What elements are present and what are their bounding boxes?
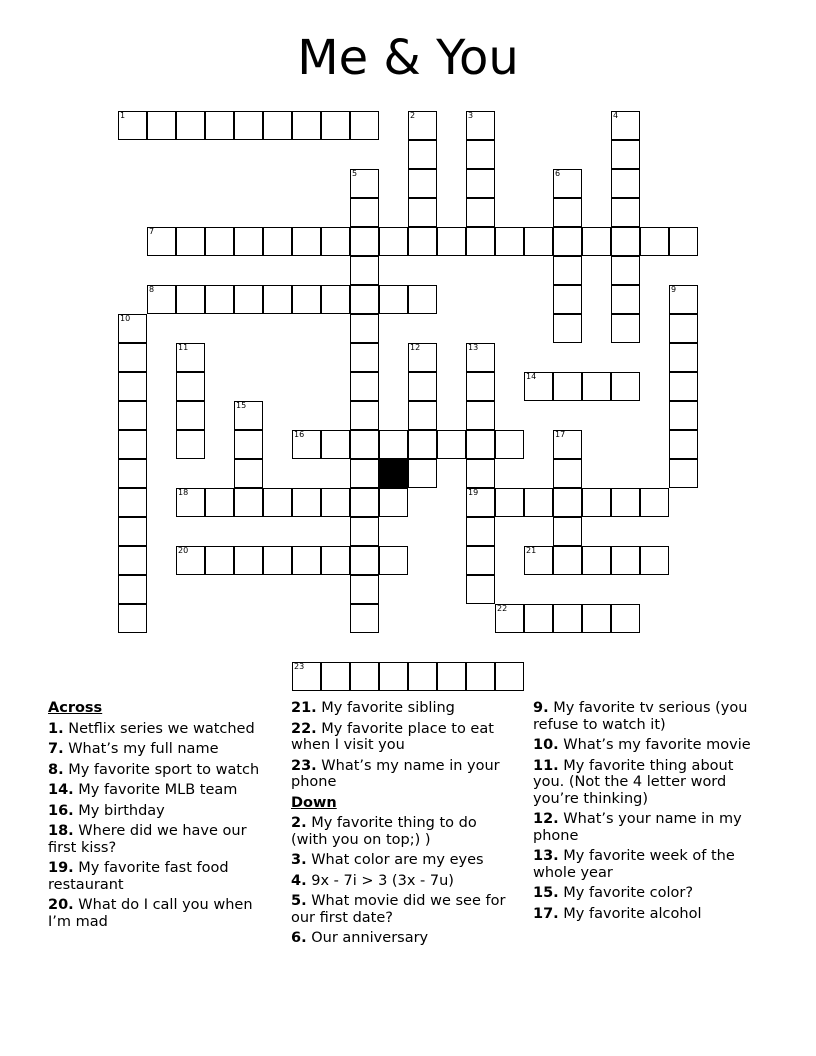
grid-cell[interactable] xyxy=(669,227,698,256)
grid-cell[interactable] xyxy=(118,314,147,343)
grid-cell[interactable] xyxy=(553,604,582,633)
grid-cell[interactable] xyxy=(234,111,263,140)
grid-cell[interactable] xyxy=(321,285,350,314)
grid-cell[interactable] xyxy=(524,546,553,575)
grid-cell[interactable] xyxy=(350,459,379,488)
grid-cell[interactable] xyxy=(292,662,321,691)
grid-cell[interactable] xyxy=(524,488,553,517)
grid-cell[interactable] xyxy=(466,198,495,227)
clue-number: 22 xyxy=(497,604,508,613)
grid-cell[interactable] xyxy=(292,546,321,575)
black-square xyxy=(379,459,408,488)
grid-cell[interactable] xyxy=(379,430,408,459)
clue-number: 16 xyxy=(294,430,305,439)
grid-cell[interactable] xyxy=(611,488,640,517)
grid-cell[interactable] xyxy=(495,430,524,459)
clue-number-label: 16. xyxy=(48,802,74,819)
down-clue xyxy=(291,815,515,848)
grid-cell[interactable] xyxy=(640,488,669,517)
clue-number: 1 xyxy=(120,111,126,120)
across-clue xyxy=(48,897,276,930)
across-clue xyxy=(291,758,515,791)
clue-number-label: 19. xyxy=(48,860,74,876)
grid-cell[interactable] xyxy=(118,430,147,459)
grid-cell[interactable] xyxy=(466,575,495,604)
grid-cell[interactable] xyxy=(176,372,205,401)
clue-text: What’s your name in my phone xyxy=(533,811,742,844)
clue-text: Our anniversary xyxy=(306,930,429,946)
grid-cell[interactable] xyxy=(292,285,321,314)
grid-cell[interactable] xyxy=(234,546,263,575)
clue-text: My favorite MLB team xyxy=(73,782,238,798)
grid-cell[interactable] xyxy=(524,372,553,401)
across-clue-list-continued xyxy=(291,700,515,791)
down-clue xyxy=(291,930,515,947)
grid-cell[interactable] xyxy=(495,488,524,517)
clue-text: My favorite sport to watch xyxy=(63,761,260,778)
grid-cell[interactable] xyxy=(234,401,263,430)
grid-cell[interactable] xyxy=(350,343,379,372)
grid-cell[interactable] xyxy=(611,372,640,401)
grid-cell[interactable] xyxy=(176,488,205,517)
clue-number-label: 18. xyxy=(48,823,74,839)
clue-text: Netflix series we watched xyxy=(63,720,255,737)
clue-text: My favorite thing to do (with you on top;) ) xyxy=(291,815,477,848)
clues-column-3 xyxy=(533,700,765,926)
clue-number-label: 21. xyxy=(291,700,317,716)
grid-cell[interactable] xyxy=(176,430,205,459)
across-clue xyxy=(48,741,276,758)
page-title: Me & You xyxy=(297,30,519,86)
clue-text: Where did we have our first kiss? xyxy=(48,823,247,856)
grid-cell[interactable] xyxy=(350,227,379,256)
grid-cell[interactable] xyxy=(553,517,582,546)
grid-cell[interactable] xyxy=(234,459,263,488)
grid-cell[interactable] xyxy=(495,227,524,256)
clue-text: What do I call you when I’m mad xyxy=(48,897,253,930)
clues-column-1 xyxy=(48,700,276,934)
grid-cell[interactable] xyxy=(205,546,234,575)
grid-cell[interactable] xyxy=(466,488,495,517)
across-clue xyxy=(291,721,515,754)
grid-cell[interactable] xyxy=(350,256,379,285)
grid-cell[interactable] xyxy=(466,111,495,140)
clue-text: My favorite thing about you. (Not the 4 letter word you’re thinking) xyxy=(533,757,734,807)
clue-number: 3 xyxy=(468,111,474,120)
grid-cell[interactable] xyxy=(466,140,495,169)
clue-number: 6 xyxy=(555,169,561,178)
grid-cell[interactable] xyxy=(611,604,640,633)
clue-text: 9x - 7i > 3 (3x - 7u) xyxy=(306,872,454,889)
grid-cell[interactable] xyxy=(437,430,466,459)
grid-cell[interactable] xyxy=(176,546,205,575)
grid-cell[interactable] xyxy=(205,285,234,314)
down-clue xyxy=(291,852,515,869)
grid-cell[interactable] xyxy=(292,488,321,517)
clue-number-label: 1. xyxy=(48,720,64,737)
grid-cell[interactable] xyxy=(118,459,147,488)
grid-cell[interactable] xyxy=(611,227,640,256)
clue-number-label: 9. xyxy=(533,700,549,716)
grid-cell[interactable] xyxy=(466,430,495,459)
grid-cell[interactable] xyxy=(437,662,466,691)
grid-cell[interactable] xyxy=(379,662,408,691)
clue-number-label: 4. xyxy=(291,872,307,889)
grid-cell[interactable] xyxy=(234,430,263,459)
grid-cell[interactable] xyxy=(321,111,350,140)
clue-number-label: 5. xyxy=(291,893,307,909)
grid-cell[interactable] xyxy=(669,372,698,401)
grid-cell[interactable] xyxy=(553,198,582,227)
grid-cell[interactable] xyxy=(263,488,292,517)
grid-cell[interactable] xyxy=(466,169,495,198)
down-clue xyxy=(533,758,765,808)
clue-text: My favorite place to eat when I visit you xyxy=(291,720,494,753)
grid-cell[interactable] xyxy=(553,372,582,401)
grid-cell[interactable] xyxy=(408,198,437,227)
grid-cell[interactable] xyxy=(553,430,582,459)
clue-number-label: 7. xyxy=(48,741,64,757)
grid-cell[interactable] xyxy=(350,111,379,140)
across-clue xyxy=(291,700,515,717)
grid-cell[interactable] xyxy=(147,111,176,140)
clue-number: 15 xyxy=(236,401,247,410)
clue-text: My favorite tv serious (you refuse to watch it) xyxy=(533,700,748,733)
across-clue xyxy=(48,782,276,799)
clue-number: 11 xyxy=(178,343,189,352)
clue-number: 21 xyxy=(526,546,537,555)
grid-cell[interactable] xyxy=(350,198,379,227)
grid-cell[interactable] xyxy=(350,430,379,459)
grid-cell[interactable] xyxy=(408,401,437,430)
grid-cell[interactable] xyxy=(176,343,205,372)
across-clue xyxy=(48,762,276,779)
grid-cell[interactable] xyxy=(466,459,495,488)
grid-cell[interactable] xyxy=(437,227,466,256)
grid-cell[interactable] xyxy=(118,111,147,140)
clue-number-label: 17. xyxy=(533,905,559,922)
grid-cell[interactable] xyxy=(292,227,321,256)
down-clue xyxy=(533,885,765,902)
grid-cell[interactable] xyxy=(466,372,495,401)
grid-cell[interactable] xyxy=(669,401,698,430)
grid-cell[interactable] xyxy=(147,285,176,314)
grid-cell[interactable] xyxy=(176,111,205,140)
grid-cell[interactable] xyxy=(205,488,234,517)
down-clue-list-continued xyxy=(533,700,765,922)
grid-cell[interactable] xyxy=(553,314,582,343)
grid-cell[interactable] xyxy=(669,285,698,314)
grid-cell[interactable] xyxy=(611,314,640,343)
grid-cell[interactable] xyxy=(553,546,582,575)
grid-cell[interactable] xyxy=(611,198,640,227)
clue-text: What’s my favorite movie xyxy=(558,737,751,753)
grid-cell[interactable] xyxy=(669,459,698,488)
across-clue xyxy=(48,721,276,738)
clue-number-label: 10. xyxy=(533,737,559,753)
grid-cell[interactable] xyxy=(292,430,321,459)
grid-cell[interactable] xyxy=(263,227,292,256)
grid-cell[interactable] xyxy=(118,604,147,633)
grid-cell[interactable] xyxy=(263,546,292,575)
grid-cell[interactable] xyxy=(321,488,350,517)
grid-cell[interactable] xyxy=(379,546,408,575)
grid-cell[interactable] xyxy=(640,227,669,256)
grid-cell[interactable] xyxy=(611,546,640,575)
grid-cell[interactable] xyxy=(553,459,582,488)
grid-cell[interactable] xyxy=(669,343,698,372)
grid-cell[interactable] xyxy=(350,488,379,517)
grid-cell[interactable] xyxy=(408,140,437,169)
grid-cell[interactable] xyxy=(466,227,495,256)
clue-text: My favorite alcohol xyxy=(558,905,702,922)
grid-cell[interactable] xyxy=(234,488,263,517)
grid-cell[interactable] xyxy=(263,111,292,140)
grid-cell[interactable] xyxy=(321,662,350,691)
clue-number-label: 22. xyxy=(291,720,317,737)
grid-cell[interactable] xyxy=(553,227,582,256)
grid-cell[interactable] xyxy=(379,488,408,517)
grid-cell[interactable] xyxy=(611,111,640,140)
grid-cell[interactable] xyxy=(350,662,379,691)
grid-cell[interactable] xyxy=(321,430,350,459)
grid-cell[interactable] xyxy=(611,256,640,285)
grid-cell[interactable] xyxy=(292,111,321,140)
clue-number: 14 xyxy=(526,372,537,381)
across-header: Across xyxy=(48,700,103,716)
grid-cell[interactable] xyxy=(205,227,234,256)
grid-cell[interactable] xyxy=(118,488,147,517)
grid-cell[interactable] xyxy=(466,401,495,430)
clue-text: What color are my eyes xyxy=(306,852,484,868)
clue-number: 12 xyxy=(410,343,421,352)
across-clue xyxy=(48,823,276,856)
grid-cell[interactable] xyxy=(553,169,582,198)
grid-cell[interactable] xyxy=(466,517,495,546)
clue-number: 10 xyxy=(120,314,131,323)
grid-cell[interactable] xyxy=(176,401,205,430)
clue-number-label: 6. xyxy=(291,930,307,946)
grid-cell[interactable] xyxy=(582,546,611,575)
grid-cell[interactable] xyxy=(118,343,147,372)
clue-number: 20 xyxy=(178,546,189,555)
grid-cell[interactable] xyxy=(408,169,437,198)
grid-cell[interactable] xyxy=(350,575,379,604)
clue-number: 5 xyxy=(352,169,358,178)
down-clue xyxy=(533,737,765,754)
grid-cell[interactable] xyxy=(147,227,176,256)
grid-cell[interactable] xyxy=(524,227,553,256)
grid-cell[interactable] xyxy=(466,343,495,372)
grid-cell[interactable] xyxy=(640,546,669,575)
clue-number-label: 14. xyxy=(48,782,74,798)
grid-cell[interactable] xyxy=(408,111,437,140)
down-clue xyxy=(533,700,765,733)
down-clue-list xyxy=(291,815,515,947)
clue-number: 2 xyxy=(410,111,416,120)
grid-cell[interactable] xyxy=(176,285,205,314)
grid-cell[interactable] xyxy=(553,488,582,517)
across-clue xyxy=(48,860,276,893)
grid-cell[interactable] xyxy=(611,285,640,314)
grid-cell[interactable] xyxy=(205,111,234,140)
down-clue xyxy=(291,893,515,926)
grid-cell[interactable] xyxy=(350,546,379,575)
down-clue xyxy=(533,906,765,923)
grid-cell[interactable] xyxy=(553,256,582,285)
clue-number-label: 15. xyxy=(533,885,559,901)
down-header: Down xyxy=(291,794,337,811)
clue-number: 9 xyxy=(671,285,677,294)
grid-cell[interactable] xyxy=(350,604,379,633)
grid-cell[interactable] xyxy=(495,662,524,691)
grid-cell[interactable] xyxy=(350,372,379,401)
across-clue xyxy=(48,803,276,820)
grid-cell[interactable] xyxy=(118,372,147,401)
grid-cell[interactable] xyxy=(350,517,379,546)
grid-cell[interactable] xyxy=(408,430,437,459)
grid-cell[interactable] xyxy=(350,314,379,343)
clue-text: What movie did we see for our first date? xyxy=(291,893,506,926)
clue-text: My favorite week of the whole year xyxy=(533,848,735,881)
grid-cell[interactable] xyxy=(350,285,379,314)
clue-text: My favorite sibling xyxy=(316,700,455,716)
clue-number: 18 xyxy=(178,488,189,497)
grid-cell[interactable] xyxy=(408,343,437,372)
grid-cell[interactable] xyxy=(379,227,408,256)
clue-number-label: 12. xyxy=(533,811,559,827)
clue-text: My birthday xyxy=(73,802,165,819)
clue-number-label: 13. xyxy=(533,848,559,864)
down-clue xyxy=(533,848,765,881)
clue-text: My favorite color? xyxy=(558,885,694,901)
grid-cell[interactable] xyxy=(524,604,553,633)
grid-cell[interactable] xyxy=(408,227,437,256)
grid-cell[interactable] xyxy=(118,401,147,430)
grid-cell[interactable] xyxy=(466,546,495,575)
grid-cell[interactable] xyxy=(408,459,437,488)
clue-text: What’s my name in your phone xyxy=(291,757,500,790)
clue-number-label: 8. xyxy=(48,761,64,778)
grid-cell[interactable] xyxy=(582,227,611,256)
clue-number-label: 3. xyxy=(291,852,307,868)
clue-text: My favorite fast food restaurant xyxy=(48,860,229,893)
grid-cell[interactable] xyxy=(611,169,640,198)
grid-cell[interactable] xyxy=(669,314,698,343)
clue-text: What’s my full name xyxy=(63,741,219,757)
grid-cell[interactable] xyxy=(495,604,524,633)
clue-number: 4 xyxy=(613,111,619,120)
clue-number: 8 xyxy=(149,285,155,294)
clues-column-2 xyxy=(291,700,515,951)
clue-number-label: 23. xyxy=(291,757,317,774)
across-clue-list xyxy=(48,721,276,931)
clue-number-label: 20. xyxy=(48,897,74,913)
grid-cell[interactable] xyxy=(553,285,582,314)
grid-cell[interactable] xyxy=(176,227,205,256)
clue-number: 19 xyxy=(468,488,479,497)
grid-cell[interactable] xyxy=(118,517,147,546)
grid-cell[interactable] xyxy=(408,662,437,691)
grid-cell[interactable] xyxy=(321,546,350,575)
clue-number: 17 xyxy=(555,430,566,439)
grid-cell[interactable] xyxy=(234,227,263,256)
clue-number: 23 xyxy=(294,662,305,671)
grid-cell[interactable] xyxy=(263,285,292,314)
grid-cell[interactable] xyxy=(669,430,698,459)
grid-cell[interactable] xyxy=(582,604,611,633)
grid-cell[interactable] xyxy=(582,488,611,517)
grid-cell[interactable] xyxy=(379,285,408,314)
grid-cell[interactable] xyxy=(350,401,379,430)
grid-cell[interactable] xyxy=(611,140,640,169)
grid-cell[interactable] xyxy=(118,575,147,604)
clue-number-label: 11. xyxy=(533,757,559,774)
down-clue xyxy=(533,811,765,844)
grid-cell[interactable] xyxy=(466,662,495,691)
grid-cell[interactable] xyxy=(350,169,379,198)
clue-number-label: 2. xyxy=(291,815,307,831)
grid-cell[interactable] xyxy=(408,372,437,401)
grid-cell[interactable] xyxy=(118,546,147,575)
grid-cell[interactable] xyxy=(408,285,437,314)
clue-number: 7 xyxy=(149,227,155,236)
grid-cell[interactable] xyxy=(234,285,263,314)
grid-cell[interactable] xyxy=(321,227,350,256)
grid-cell[interactable] xyxy=(582,372,611,401)
down-clue xyxy=(291,873,515,890)
clue-number: 13 xyxy=(468,343,479,352)
